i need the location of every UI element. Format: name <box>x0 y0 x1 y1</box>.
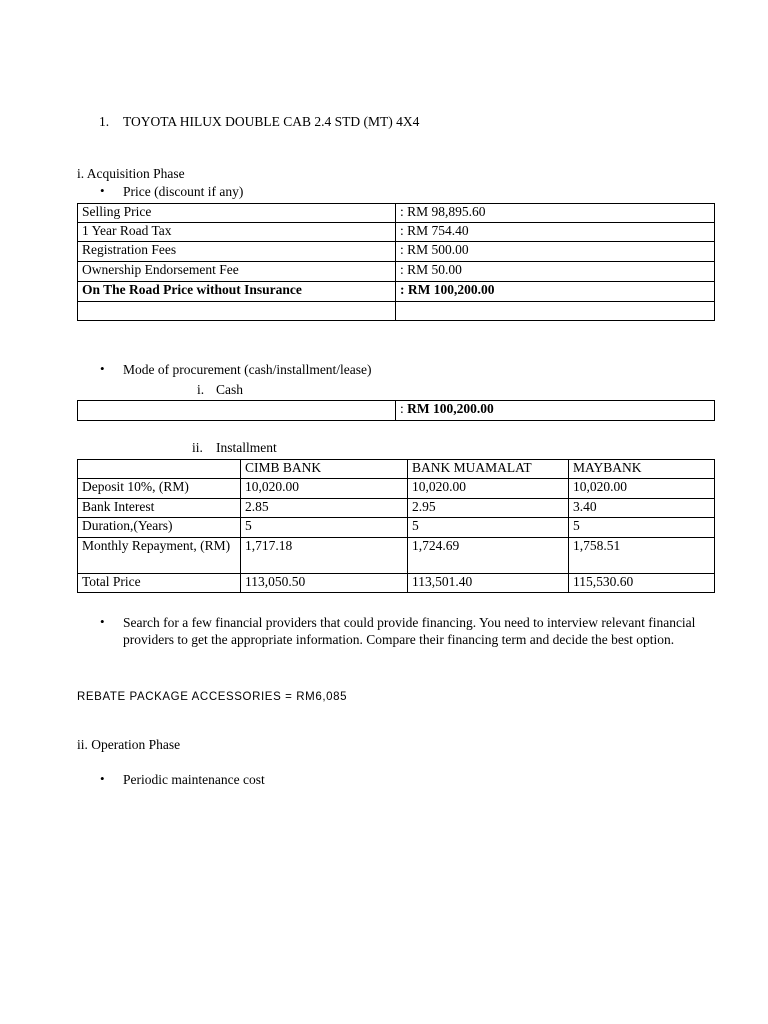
table-row <box>78 223 715 242</box>
table-cell: 1,724.69 <box>408 538 569 574</box>
cash-numeral: i. <box>197 382 205 397</box>
table-row <box>78 479 715 499</box>
price-value: : RM 500.00 <box>396 242 715 262</box>
price-value <box>396 302 715 321</box>
column-header <box>78 460 241 479</box>
price-table <box>77 203 715 321</box>
table-cell: 3.40 <box>569 499 715 518</box>
bullet-icon: • <box>100 614 105 629</box>
table-cell: 1,758.51 <box>569 538 715 574</box>
installment-label: Installment <box>216 440 277 455</box>
table-cell: 10,020.00 <box>569 479 715 499</box>
table-row <box>78 574 715 593</box>
row-label: Duration,(Years) <box>78 518 241 538</box>
price-label: Selling Price <box>78 204 396 223</box>
otr-price-label: On The Road Price without Insurance <box>78 282 396 302</box>
table-cell: 2.95 <box>408 499 569 518</box>
otr-price-value: : RM 100,200.00 <box>396 282 715 302</box>
table-cell: 5 <box>569 518 715 538</box>
price-label: Registration Fees <box>78 242 396 262</box>
price-bullet-text: Price (discount if any) <box>123 184 244 199</box>
price-label: 1 Year Road Tax <box>78 223 396 242</box>
table-cell: 10,020.00 <box>241 479 408 499</box>
table-cell: 10,020.00 <box>408 479 569 499</box>
row-label: Deposit 10%, (RM) <box>78 479 241 499</box>
table-cell: 5 <box>241 518 408 538</box>
page-title: TOYOTA HILUX DOUBLE CAB 2.4 STD (MT) 4X4 <box>123 114 420 129</box>
table-header-row <box>78 460 715 479</box>
table-row <box>78 302 715 321</box>
table-cell: 113,050.50 <box>241 574 408 593</box>
cash-table <box>77 400 715 421</box>
bullet-icon: • <box>100 771 105 786</box>
cash-value: RM 100,200.00 <box>407 401 494 416</box>
price-value: : RM 98,895.60 <box>396 204 715 223</box>
row-label: Bank Interest <box>78 499 241 518</box>
row-label: Total Price <box>78 574 241 593</box>
price-label: Ownership Endorsement Fee <box>78 262 396 282</box>
column-header: BANK MUAMALAT <box>408 460 569 479</box>
column-header: CIMB BANK <box>241 460 408 479</box>
row-label: Monthly Repayment, (RM) <box>78 538 241 574</box>
cash-prefix: : <box>400 401 408 416</box>
price-value: : RM 50.00 <box>396 262 715 282</box>
price-value: : RM 754.40 <box>396 223 715 242</box>
table-cell: 115,530.60 <box>569 574 715 593</box>
cash-label: Cash <box>216 382 243 397</box>
price-label <box>78 302 396 321</box>
acquisition-phase-title: i. Acquisition Phase <box>77 166 185 181</box>
heading-number: 1. <box>99 114 110 129</box>
table-cell: 113,501.40 <box>408 574 569 593</box>
table-cell: 1,717.18 <box>241 538 408 574</box>
table-row <box>78 282 715 302</box>
bullet-icon: • <box>100 183 105 198</box>
search-bullet-text: Search for a few financial providers that could provide financing. You need to interview relevant financial providers to get the appropriate information. Compare their financing term and decide the best option. <box>123 615 696 647</box>
rebate-text: REBATE PACKAGE ACCESSORIES = RM6,085 <box>77 691 348 703</box>
cash-empty-cell <box>78 401 396 421</box>
installment-numeral: ii. <box>192 440 203 455</box>
table-row <box>78 538 715 574</box>
installment-table <box>77 459 715 593</box>
maintenance-bullet-text: Periodic maintenance cost <box>123 772 265 787</box>
procurement-bullet-text: Mode of procurement (cash/installment/lease) <box>123 362 372 377</box>
column-header: MAYBANK <box>569 460 715 479</box>
table-row <box>78 518 715 538</box>
table-row <box>78 499 715 518</box>
table-cell: 2.85 <box>241 499 408 518</box>
table-row <box>78 242 715 262</box>
table-row <box>78 262 715 282</box>
cash-value-cell <box>396 401 715 421</box>
bullet-icon: • <box>100 361 105 376</box>
table-row <box>78 204 715 223</box>
operation-phase-title: ii. Operation Phase <box>77 737 181 752</box>
table-cell: 5 <box>408 518 569 538</box>
table-row <box>78 401 715 421</box>
